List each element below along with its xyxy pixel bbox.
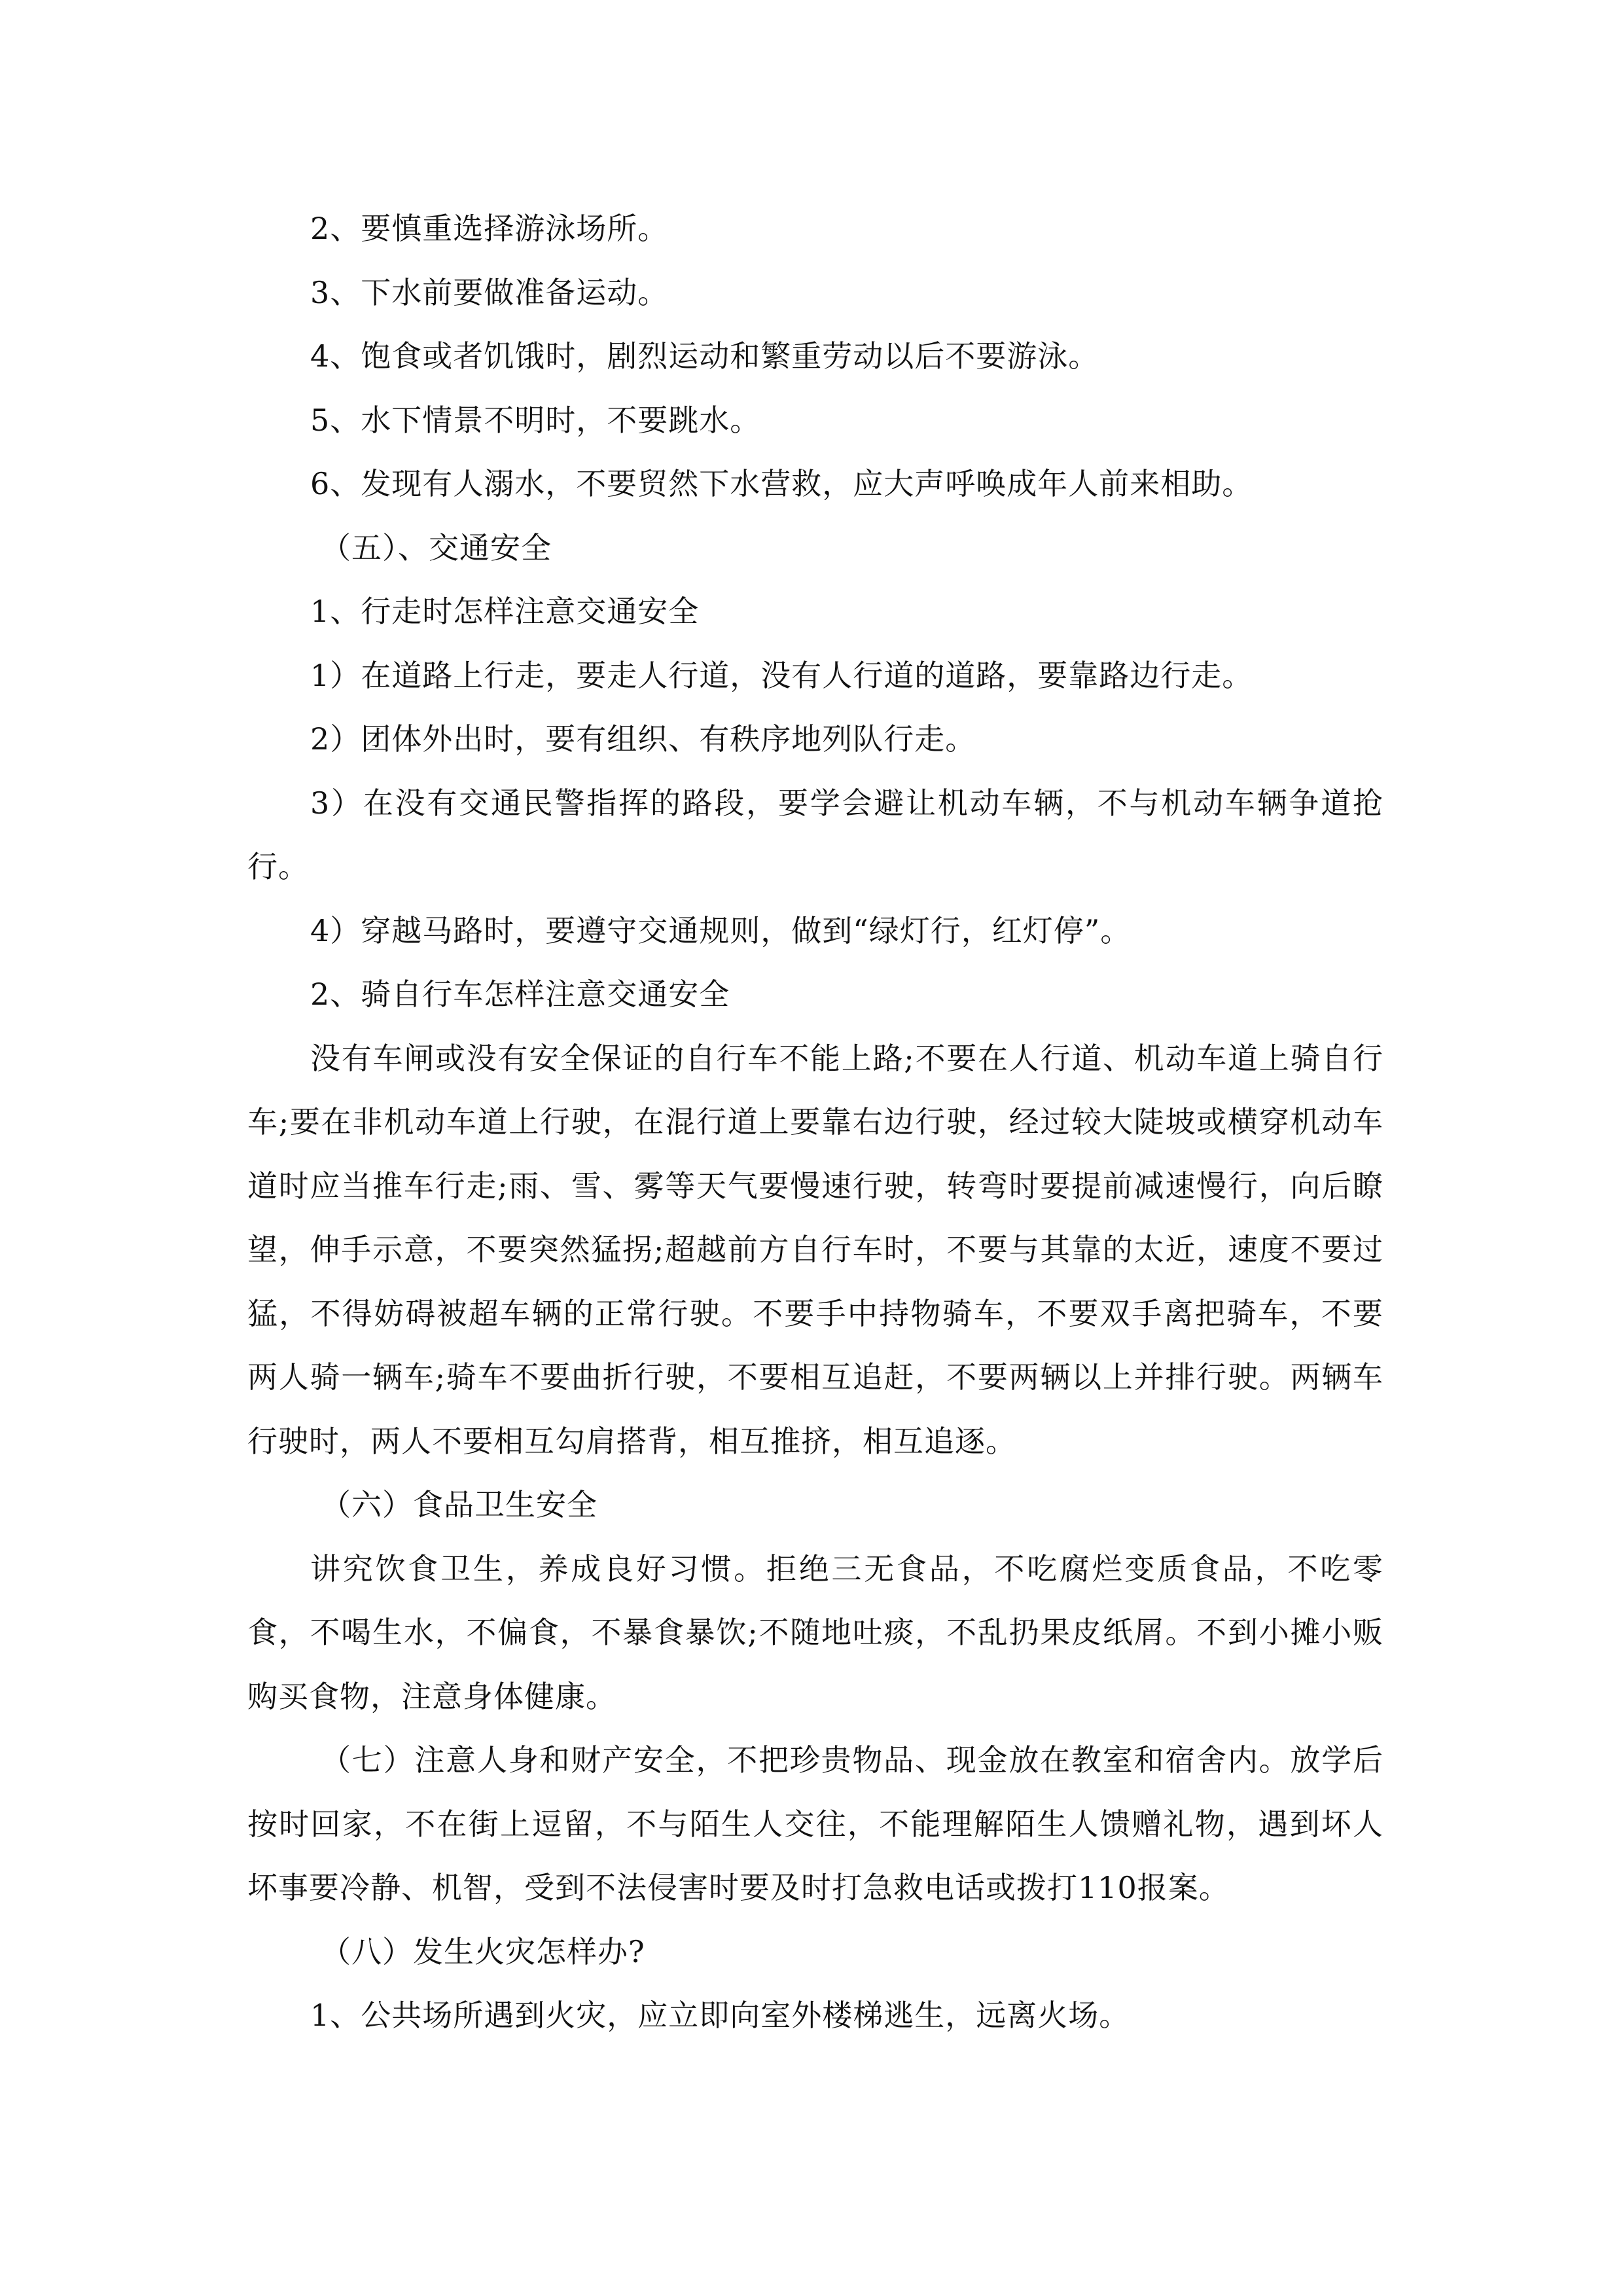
paragraph-cycling-rules: 没有车闸或没有安全保证的自行车不能上路;不要在人行道、机动车道上骑自行车;要在非机动车道上行驶，在混行道上要靠右边行驶，经过较大陡坡或横穿机动车道时应当推车行走;雨、雪、雾等天气要慢速行驶，转弯时要提前减速慢行，向后瞭望，伸手示意，不要突然猛拐;超越前方自行车时，不要与其靠的太近，速度不要过猛，不得妨碍被超车辆的正常行驶。不要手中持物骑车，不要双手离把骑车，不要两人骑一辆车;骑车不要曲折行驶，不要相互追赶，不要两辆以上并排行驶。两辆车行驶时，两人不要相互勾肩搭背，相互推挤，相互追逐。 <box>247 1040 1383 1459</box>
list-item-fire-escape: 1、公共场所遇到火灾，应立即向室外楼梯逃生，远离火场。 <box>310 1998 1130 2033</box>
section-heading-traffic-safety: （五）、交通安全 <box>321 529 552 565</box>
paragraph-food-hygiene: 讲究饮食卫生，养成良好习惯。拒绝三无食品，不吃腐烂变质食品，不吃零食，不喝生水，不偏食，不暴食暴饮;不随地吐痰，不乱扔果皮纸屑。不到小摊小贩购买食物，注意身体健康。 <box>247 1551 1383 1714</box>
list-item-drowning-help: 6、发现有人溺水，不要贸然下水营救，应大声呼唤成年人前来相助。 <box>310 466 1253 501</box>
list-item-warm-up: 3、下水前要做准备运动。 <box>310 274 669 310</box>
subheading-cycling-safety: 2、骑自行车怎样注意交通安全 <box>310 977 730 1012</box>
list-item-group-walking: 2）团体外出时，要有组织、有秩序地列队行走。 <box>310 721 976 757</box>
list-item-yield-vehicles: 3）在没有交通民警指挥的路段，要学会避让机动车辆，不与机动车辆争道抢行。 <box>247 785 1383 884</box>
subheading-walking-safety: 1、行走时怎样注意交通安全 <box>310 594 700 629</box>
section-heading-fire: （八）发生火灾怎样办? <box>321 1933 645 1969</box>
list-item-no-swim-after-meal: 4、饱食或者饥饿时，剧烈运动和繁重劳动以后不要游泳。 <box>310 338 1099 374</box>
paragraph-personal-property-safety: （七）注意人身和财产安全，不把珍贵物品、现金放在教室和宿舍内。放学后按时回家，不在街上逗留，不与陌生人交往，不能理解陌生人馈赠礼物，遇到坏人坏事要冷静、机智，受到不法侵害时要及时打急救电话或拨打110报案。 <box>247 1742 1383 1905</box>
list-item-cross-road: 4）穿越马路时，要遵守交通规则，做到“绿灯行，红灯停”。 <box>310 912 1132 948</box>
list-item-use-sidewalk: 1）在道路上行走，要走人行道，没有人行道的道路，要靠路边行走。 <box>310 657 1253 693</box>
list-item-choose-venue: 2、要慎重选择游泳场所。 <box>310 211 669 246</box>
section-heading-food-safety: （六）食品卫生安全 <box>321 1487 597 1522</box>
document-body <box>247 197 1383 2048</box>
list-item-no-diving: 5、水下情景不明时，不要跳水。 <box>310 402 761 438</box>
